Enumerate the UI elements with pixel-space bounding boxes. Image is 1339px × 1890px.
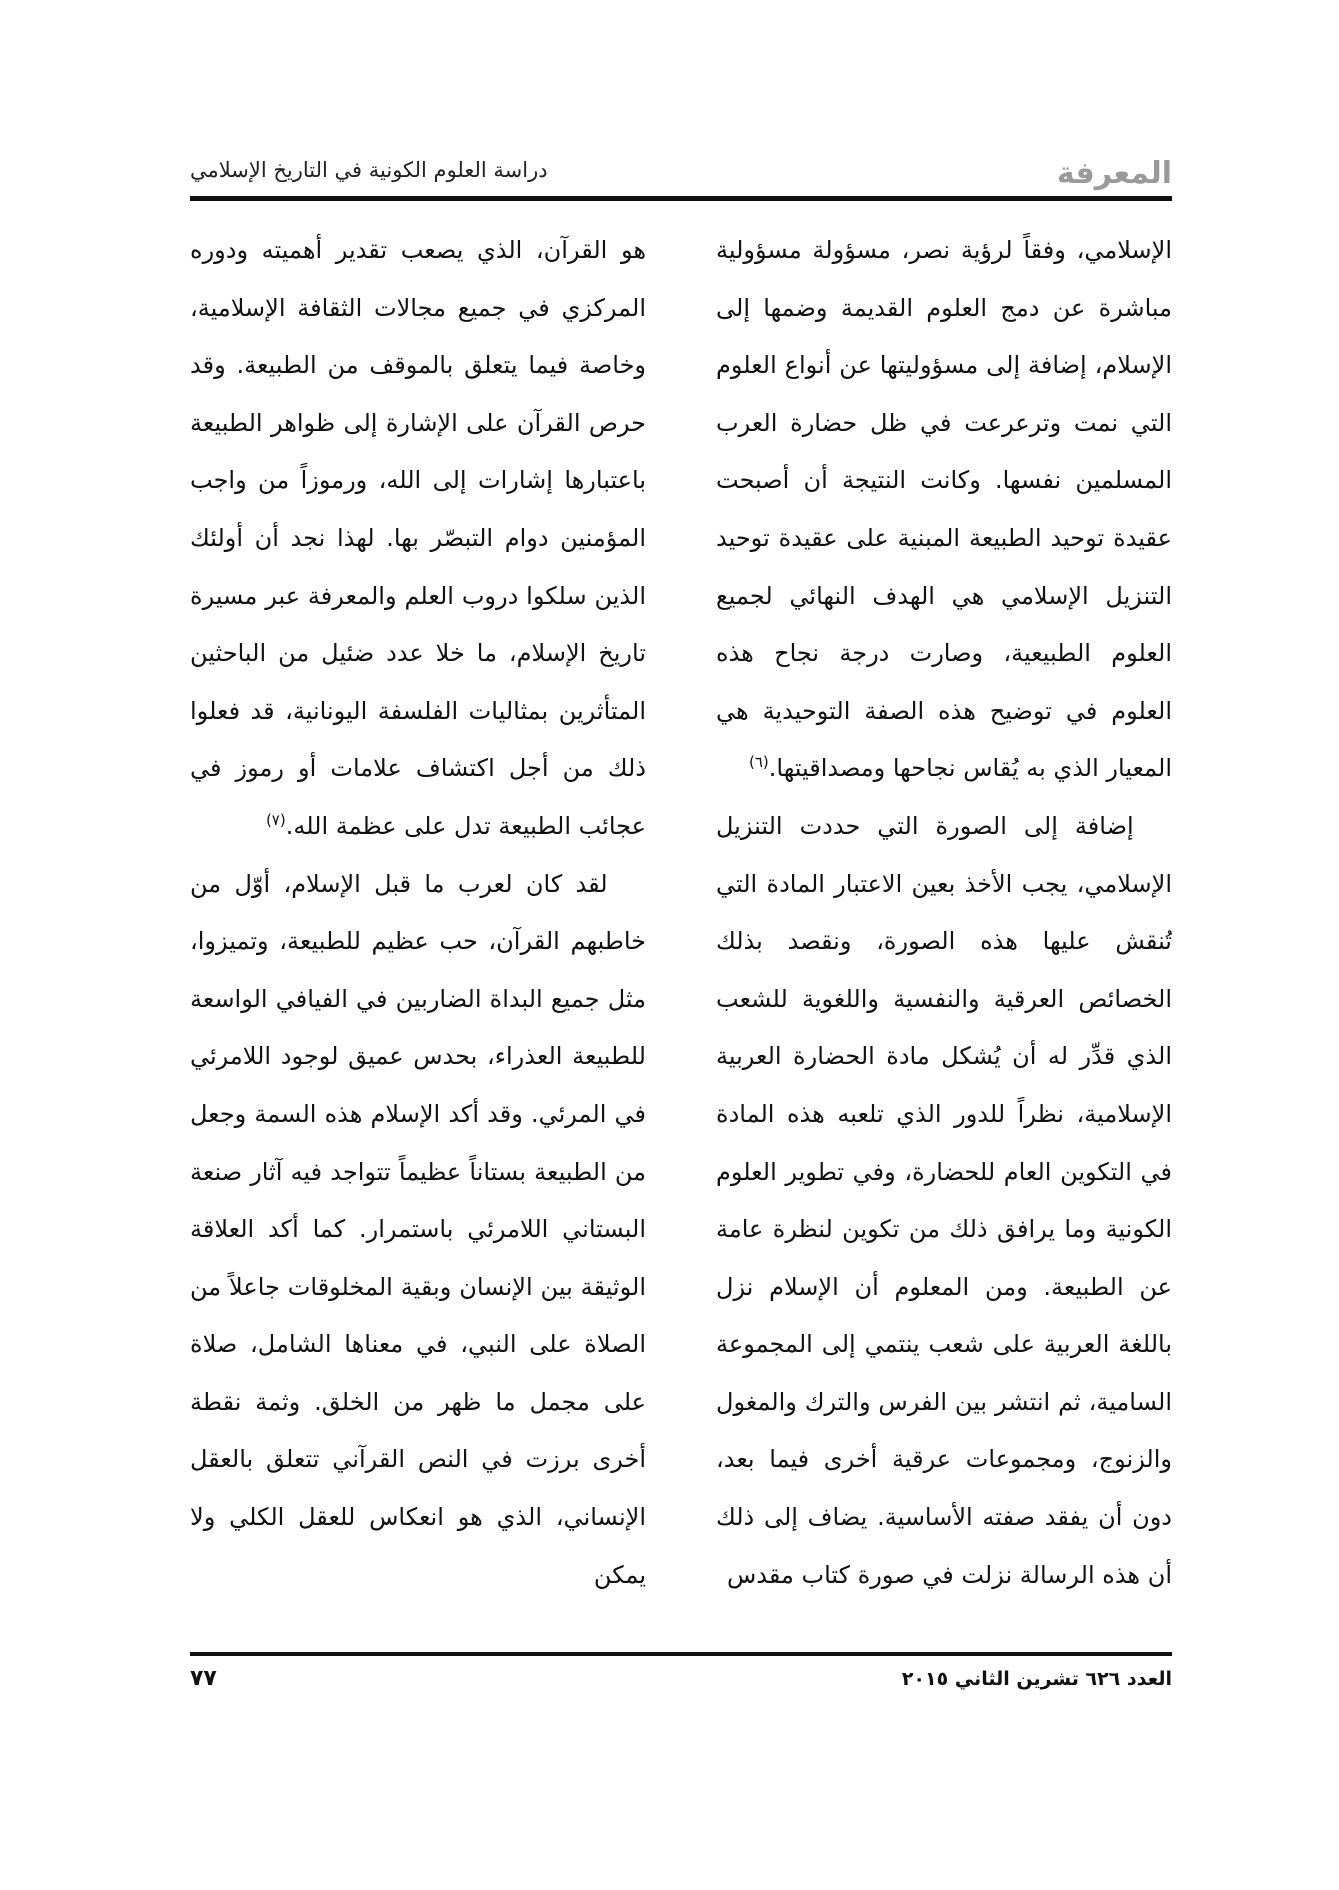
paragraph <box>190 222 646 856</box>
page-number: ٧٧ <box>190 1666 217 1691</box>
running-title: دراسة العلوم الكونية في التاريخ الإسلامي <box>190 158 548 182</box>
paragraph: إضافة إلى الصورة التي حددت التنزيل الإسلامي، يجب الأخذ بعين الاعتبار المادة التي تُنقش عليها هذه الصورة، ونقصد بذلك الخصائص العرقية والنفسية واللغوية للشعب الذي قدِّر له أن يُشكل مادة الحضارة العربية الإسلامية، نظراً للدور الذي تلعبه هذه المادة في التكوين العام للحضارة، وفي تطوير العلوم الكونية وما يرافق ذلك من تكوين لنظرة عامة عن الطبيعة. ومن المعلوم أن الإسلام نزل باللغة العربية على شعب ينتمي إلى المجموعة السامية، ثم انتشر بين الفرس والترك والمغول والزنوج، ومجموعات عرقية أخرى فيما بعد، دون أن يفقد صفته الأساسية. يضاف إلى ذلك أن هذه الرسالة نزلت في صورة كتاب مقدس <box>716 811 1172 1589</box>
right-column <box>716 222 1172 1640</box>
footnote-marker: (٧) <box>265 810 286 829</box>
issue-info: العدد ٦٢٦ تشرين الثاني ٢٠١٥ <box>901 1668 1172 1690</box>
paragraph <box>716 222 1172 798</box>
header-rule <box>190 196 1172 201</box>
paragraph: لقد كان لعرب ما قبل الإسلام، أوّل من خاطبهم القرآن، حب عظيم للطبيعة، وتميزوا، مثل جميع البداة الضاربين في الفيافي الواسعة للطبيعة العذراء، بحدس عميق لوجود اللامرئي في المرئي. وقد أكد الإسلام هذه السمة وجعل من الطبيعة بستاناً عظيماً تتواجد فيه آثار صنعة البستاني اللامرئي باستمرار. كما أكد العلاقة الوثيقة بين الإنسان وبقية المخلوقات جاعلاً من الصلاة على النبي، في معناها الشامل، صلاة على مجمل ما ظهر من الخلق. وثمة نقطة أخرى برزت في النص القرآني تتعلق بالعقل الإنساني، الذي هو انعكاس للعقل الكلي ولا يمكن <box>190 869 646 1589</box>
footnote-marker: (٦) <box>748 753 769 772</box>
magazine-logo: المعرفة <box>1056 156 1172 191</box>
footer-rule <box>190 1652 1172 1656</box>
paragraph-text: الإسلامي، وفقاً لرؤية نصر، مسؤولة مسؤولية مباشرة عن دمج العلوم القديمة وضمها إلى الإسلام، إضافة إلى مسؤوليتها عن أنواع العلوم التي نمت وترعرعت في ظل حضارة العرب المسلمين نفسها. وكانت النتيجة أن أصبحت عقيدة توحيد الطبيعة المبنية على عقيدة توحيد التنزيل الإسلامي هي الهدف النهائي لجميع العلوم الطبيعية، وصارت درجة نجاح هذه العلوم في توضيح هذه الصفة التوحيدية هي المعيار الذي به يُقاس نجاحها ومصداقيتها. <box>716 236 1172 783</box>
page-header <box>190 150 1172 194</box>
left-column <box>190 222 646 1640</box>
paragraph-text: هو القرآن، الذي يصعب تقدير أهميته ودوره المركزي في جميع مجالات الثقافة الإسلامية، وخاصة فيما يتعلق بالموقف من الطبيعة. وقد حرص القرآن على الإشارة إلى ظواهر الطبيعة باعتبارها إشارات إلى الله، ورموزاً من واجب المؤمنين دوام التبصّر بها. لهذا نجد أن أولئك الذين سلكوا دروب العلم والمعرفة عبر مسيرة تاريخ الإسلام، ما خلا عدد ضئيل من الباحثين المتأثرين بمثاليات الفلسفة اليونانية، قد فعلوا ذلك من أجل اكتشاف علامات أو رموز في عجائب الطبيعة تدل على عظمة الله. <box>190 236 646 840</box>
